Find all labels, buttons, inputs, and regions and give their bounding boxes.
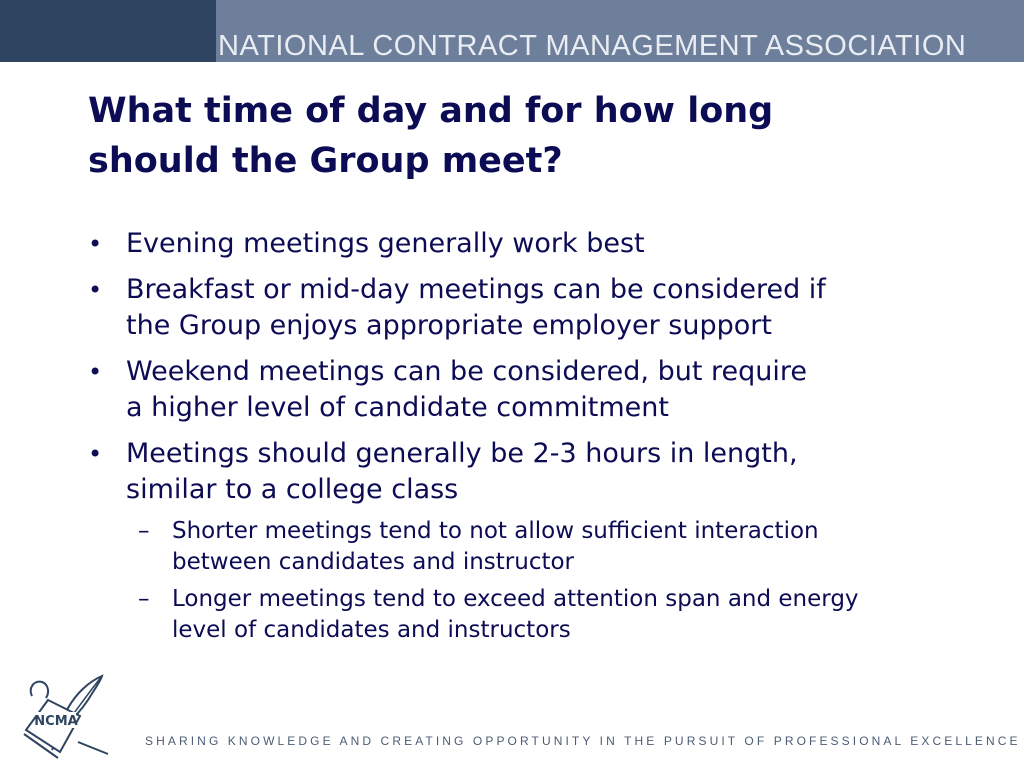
bullet-line: Meetings should generally be 2-3 hours in length, bbox=[126, 438, 798, 469]
sub-bullet-marker: – bbox=[138, 518, 150, 544]
bullet-list bbox=[86, 226, 986, 656]
sub-bullet-text bbox=[172, 516, 986, 578]
bullet-marker: • bbox=[88, 358, 103, 386]
bullet-text bbox=[126, 272, 986, 344]
sub-bullet-marker: – bbox=[138, 586, 150, 612]
helmet-outline bbox=[31, 682, 48, 698]
bullet-line: the Group enjoys appropriate employer support bbox=[126, 310, 772, 341]
bullet-item bbox=[86, 436, 986, 646]
sub-bullet-line: Longer meetings tend to exceed attention span and energy bbox=[172, 586, 859, 612]
sub-bullet-line: level of candidates and instructors bbox=[172, 617, 571, 643]
bullet-line: Evening meetings generally work best bbox=[126, 228, 645, 259]
bullet-line: similar to a college class bbox=[126, 474, 459, 505]
bullet-item bbox=[86, 272, 986, 344]
bullet-line: Weekend meetings can be considered, but require bbox=[126, 356, 808, 387]
bullet-line: a higher level of candidate commitment bbox=[126, 392, 669, 423]
bullet-marker: • bbox=[88, 276, 103, 304]
sub-bullet-text bbox=[172, 584, 986, 646]
bullet-item bbox=[86, 226, 986, 262]
sub-bullet-line: Shorter meetings tend to not allow sufficient interaction bbox=[172, 518, 819, 544]
footer-tagline: SHARING KNOWLEDGE AND CREATING OPPORTUNITY IN THE PURSUIT OF PROFESSIONAL EXCELLENCE bbox=[145, 734, 1021, 748]
header-bar-accent bbox=[0, 0, 216, 62]
bullet-marker: • bbox=[88, 230, 103, 258]
slide-title bbox=[88, 86, 988, 186]
bullet-text bbox=[126, 436, 986, 508]
sub-bullet-list bbox=[134, 516, 986, 646]
organization-name: NATIONAL CONTRACT MANAGEMENT ASSOCIATION bbox=[218, 30, 967, 62]
sub-bullet-item bbox=[134, 584, 986, 646]
bullet-item bbox=[86, 354, 986, 426]
bullet-line: Breakfast or mid-day meetings can be considered if bbox=[126, 274, 826, 305]
logo-graphic bbox=[18, 672, 118, 760]
logo-label: NCMA bbox=[34, 714, 78, 729]
ncma-logo-icon bbox=[18, 672, 118, 760]
sub-bullet-line: between candidates and instructor bbox=[172, 549, 575, 575]
sub-bullet-item bbox=[134, 516, 986, 578]
bullet-text bbox=[126, 354, 986, 426]
bullet-text bbox=[126, 226, 986, 262]
title-line: should the Group meet? bbox=[88, 141, 563, 181]
header-bar bbox=[0, 0, 1024, 62]
bullet-marker: • bbox=[88, 440, 103, 468]
title-line: What time of day and for how long bbox=[88, 91, 774, 131]
